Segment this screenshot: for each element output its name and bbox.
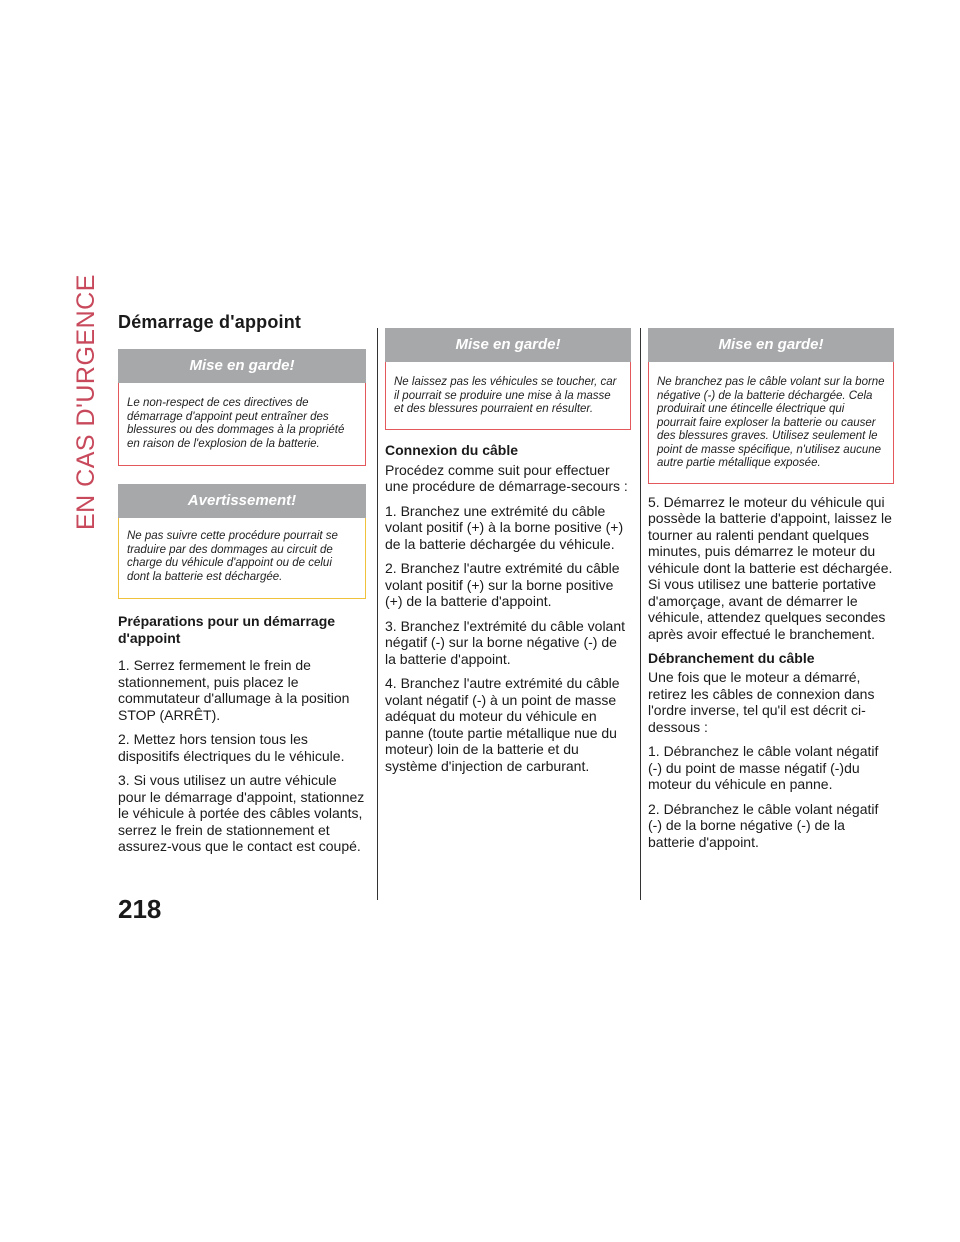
connection-step-3: 3. Branchez l'extrémité du câble volant négatif (-) sur la borne négative (-) de la batterie d'appoint. <box>385 617 626 667</box>
connection-intro: Procédez comme suit pour effectuer une procédure de démarrage-secours : <box>385 461 628 494</box>
page-number: 218 <box>118 894 162 924</box>
warning-header: Mise en garde! <box>385 328 631 362</box>
prep-step-3: 3. Si vous utilisez un autre véhicule pour le démarrage d'appoint, stationnez le véhicule à portée des câbles volants, serrez le frein de stationnement et assurez-vous que le contact est coupé. <box>118 772 365 854</box>
column-divider-1 <box>377 328 378 900</box>
section-title: Démarrage d'appoint <box>118 312 302 332</box>
step-5: 5. Démarrez le moteur du véhicule qui possède la batterie d'appoint, laissez le tourner au ralenti pendant quelques minutes, puis démarrez le moteur du véhicule dont la batterie est déchargée. Si vous utilisez une batterie portative d'amorçage, avant de démarrer le véhicule, attendez quelques secondes après avoir effectué le branchement. <box>648 493 893 642</box>
disconnection-heading: Débranchement du câble <box>648 650 815 666</box>
warning-box <box>385 328 631 430</box>
column-divider-2 <box>640 328 641 900</box>
connection-step-2: 2. Branchez l'autre extrémité du câble volant positif (+) sur la borne positive (+) de la batterie d'appoint. <box>385 560 620 609</box>
disconnection-step-2: 2. Débranchez le câble volant négatif (-) de la borne négative (-) de la batterie d'appoint. <box>648 800 879 850</box>
prep-step-1: 1. Serrez fermement le frein de stationnement, puis placez le commutateur d'allumage à la position STOP (ARRÊT). <box>118 657 350 723</box>
disconnection-step-1: 1. Débranchez le câble volant négatif (-) du point de masse négatif (-)du moteur du véhicule en panne. <box>648 743 879 792</box>
warning-box <box>118 349 366 466</box>
caution-header: Avertissement! <box>118 484 366 518</box>
column-2 <box>385 328 631 782</box>
prep-heading: Préparations pour un démarrage d'appoint <box>118 613 336 646</box>
chapter-side-tab: EN CAS D'URGENCE <box>72 274 100 530</box>
warning-text: Le non-respect de ces directives de démarrage d'appoint peut entraîner des blessures ou des dommages à la propriété en raison de l'explosion de la batterie. <box>118 383 366 466</box>
warning-header: Mise en garde! <box>648 328 894 362</box>
warning-box <box>648 328 894 484</box>
column-1 <box>118 312 366 863</box>
warning-header: Mise en garde! <box>118 349 366 383</box>
connection-step-4: 4. Branchez l'autre extrémité du câble volant négatif (-) à un point de masse adéquat du moteur du véhicule en panne (toute partie métallique nue du moteur) loin de la batterie et du système d'injection de carburant. <box>385 675 620 774</box>
connection-heading: Connexion du câble <box>385 441 519 458</box>
column-3 <box>648 328 894 858</box>
caution-text: Ne pas suivre cette procédure pourrait se traduire par des dommages au circuit de charge du véhicule d'appoint ou de celui dont la batterie est déchargée. <box>118 518 366 599</box>
disconnection-intro: Une fois que le moteur a démarré, retirez les câbles de connexion dans l'ordre inverse, tel qu'il est décrit ci-dessous : <box>648 669 875 735</box>
warning-text: Ne branchez pas le câble volant sur la borne négative (-) de la batterie déchargée. Cela produirait une étincelle électrique qui pourrait faire exploser la batterie ou causer des blessures graves. Utilisez seulement le point de masse spécifique, n'utilisez aucune autre partie métallique exposée. <box>648 362 894 484</box>
warning-text: Ne laissez pas les véhicules se toucher, car il pourrait se produire une mise à la masse et des blessures pourraient en résulter. <box>385 362 631 430</box>
prep-step-2: 2. Mettez hors tension tous les dispositifs électriques du le véhicule. <box>118 731 345 764</box>
connection-step-1: 1. Branchez une extrémité du câble volant positif (+) à la borne positive (+) de la batterie déchargée du véhicule. <box>385 502 624 552</box>
caution-box <box>118 484 366 599</box>
